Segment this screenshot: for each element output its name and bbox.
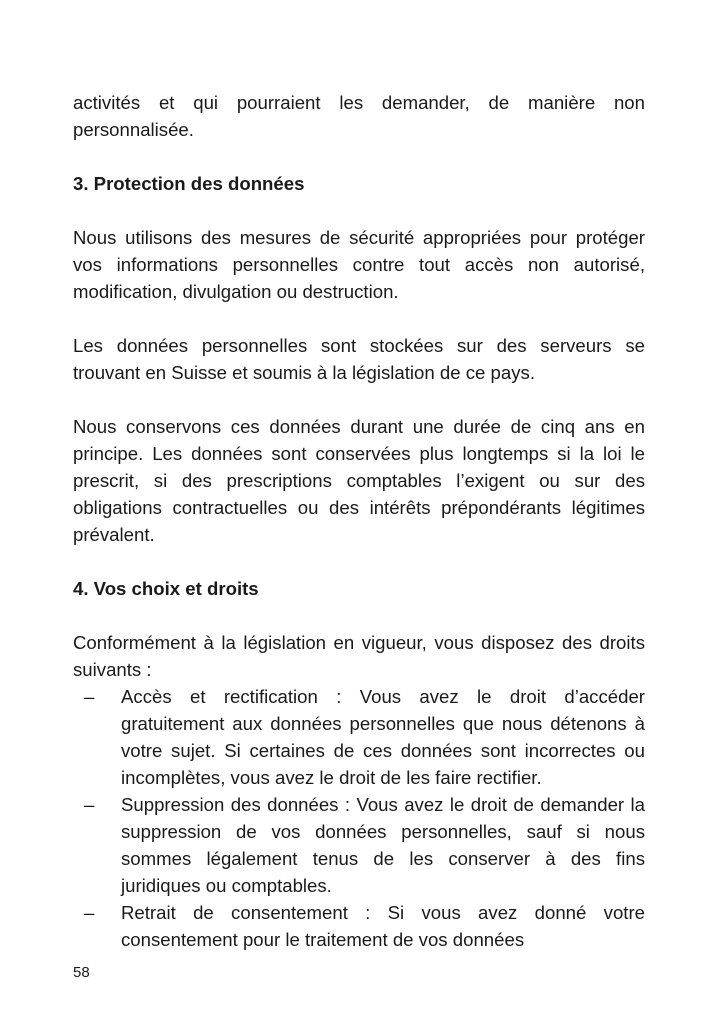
section-heading-rights: 4. Vos choix et droits (73, 578, 259, 599)
list-item (73, 683, 645, 791)
paragraph-storage-location: Les données personnelles sont stockées sur des serveurs se trouvant en Suisse et soumis à la législation de ce pays. (73, 335, 645, 383)
continuation-paragraph: activités et qui pourraient les demander, de manière non personnalisée. (73, 92, 645, 140)
dash-bullet-icon: – (84, 794, 95, 815)
list-item-text: Accès et rectification : Vous avez le droit d’accéder gratuitement aux données personnelles que nous détenons à votre sujet. Si certaines de ces données sont incorrectes ou incomplètes, vous avez le droit de les faire rectifier. (121, 686, 645, 788)
paragraph-rights-intro: Conformément à la législation en vigueur, vous disposez des droits suivants : (73, 632, 645, 680)
rights-list (73, 683, 645, 953)
page-content (73, 89, 645, 953)
dash-bullet-icon: – (84, 902, 95, 923)
list-item-text: Suppression des données : Vous avez le droit de demander la suppression de vos données personnelles, sauf si nous sommes légalement tenus de les conserver à des fins juridiques ou comptables. (121, 794, 645, 896)
page-number: 58 (73, 964, 90, 981)
dash-bullet-icon: – (84, 686, 95, 707)
list-item (73, 899, 645, 953)
list-item-text: Retrait de consentement : Si vous avez donné votre consentement pour le traitement de vos données (121, 902, 645, 950)
section-heading-protection: 3. Protection des données (73, 173, 305, 194)
paragraph-security-measures: Nous utilisons des mesures de sécurité appropriées pour protéger vos informations personnelles contre tout accès non autorisé, modification, divulgation ou destruction. (73, 227, 645, 302)
list-item (73, 791, 645, 899)
paragraph-retention: Nous conservons ces données durant une durée de cinq ans en principe. Les données sont conservées plus longtemps si la loi le prescrit, si des prescriptions comptables l’exigent ou sur des obligations contractuelles ou des intérêts prépondérants légitimes prévalent. (73, 416, 645, 545)
